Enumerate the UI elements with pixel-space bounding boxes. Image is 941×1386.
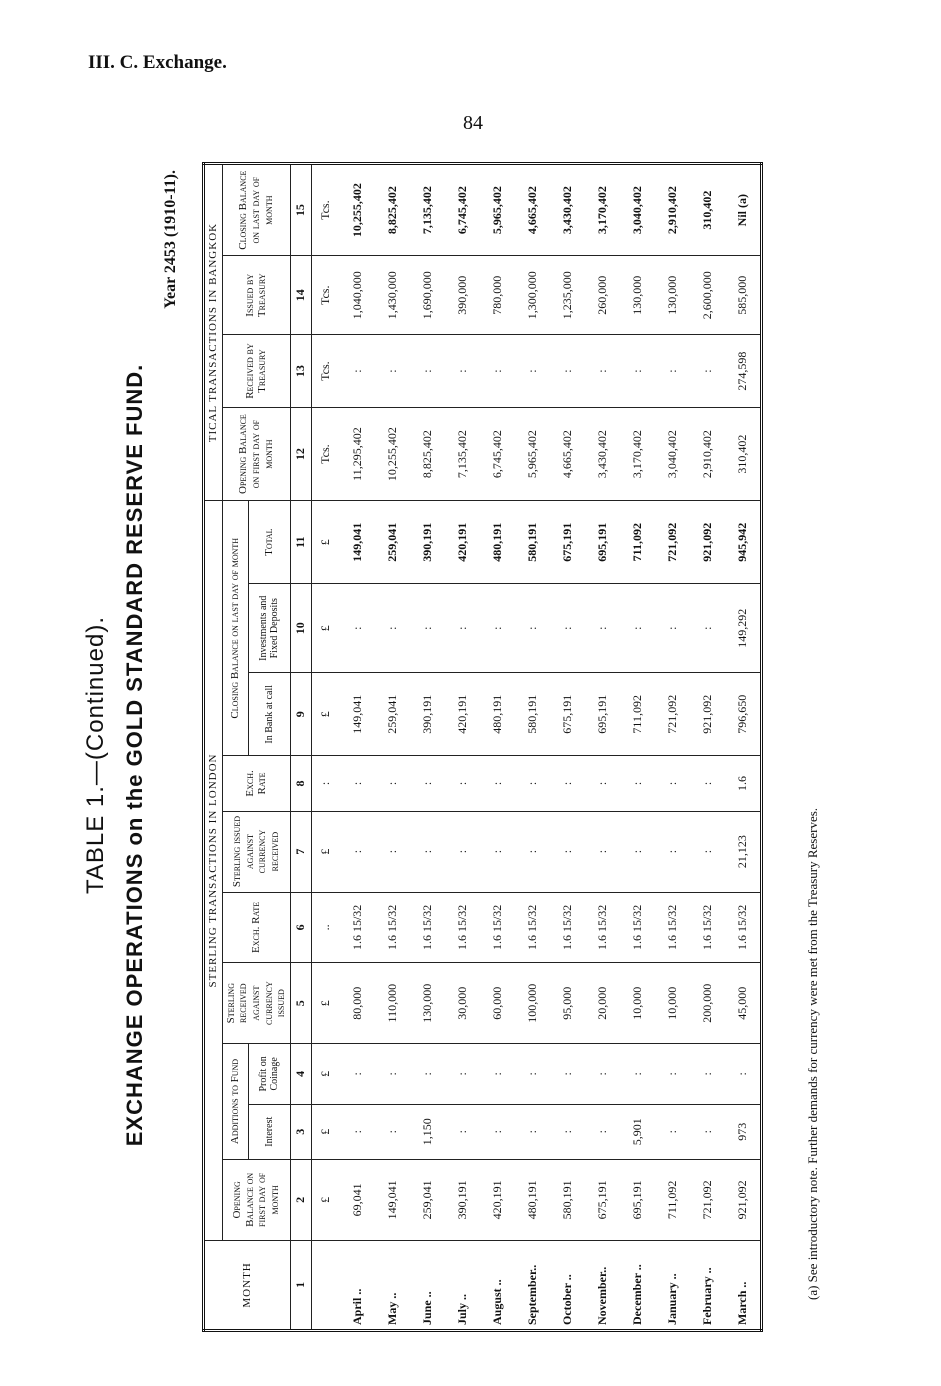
- value-cell: 6,745,402: [480, 407, 515, 500]
- value-cell: 675,191: [550, 673, 585, 756]
- value-cell: :: [620, 584, 655, 673]
- value-cell: 3,040,402: [655, 407, 690, 500]
- month-cell: April ..: [340, 1240, 375, 1330]
- month-cell: June ..: [410, 1240, 445, 1330]
- value-cell: 390,191: [410, 501, 445, 584]
- value-cell: 3,170,402: [620, 407, 655, 500]
- month-cell: November..: [585, 1240, 620, 1330]
- value-cell: :: [655, 335, 690, 408]
- tical-opening-header: Opening Balance on first day of month: [222, 407, 290, 500]
- exch-rate-2-header: Exch. Rate: [222, 756, 290, 811]
- value-cell: 110,000: [375, 963, 410, 1044]
- page-number: 84: [463, 112, 483, 134]
- month-cell: May ..: [375, 1240, 410, 1330]
- column-number: 11: [290, 501, 311, 584]
- value-cell: 45,000: [725, 963, 762, 1044]
- table-row: [340, 164, 375, 1331]
- total-header: Total: [249, 501, 291, 584]
- month-cell: October ..: [550, 1240, 585, 1330]
- column-number: 13: [290, 335, 311, 408]
- table-row: [445, 164, 480, 1331]
- column-number: 9: [290, 673, 311, 756]
- year-label: Year 2453 (1910-11).: [162, 170, 179, 309]
- column-number: 8: [290, 756, 311, 811]
- value-cell: 30,000: [445, 963, 480, 1044]
- value-cell: :: [515, 1044, 550, 1104]
- value-cell: :: [655, 756, 690, 811]
- table-row: [620, 164, 655, 1331]
- table-row: [690, 164, 725, 1331]
- closing-balance-header: Closing Balance on last day of month: [222, 501, 248, 756]
- value-cell: 149,041: [340, 501, 375, 584]
- value-cell: 11,295,402: [340, 407, 375, 500]
- month-header: MONTH: [204, 1240, 291, 1330]
- month-cell: July ..: [445, 1240, 480, 1330]
- unit-cell: £: [311, 1104, 340, 1159]
- value-cell: 945,942: [725, 501, 762, 584]
- value-cell: :: [585, 756, 620, 811]
- unit-cell: £: [311, 1044, 340, 1104]
- column-number: 7: [290, 811, 311, 892]
- value-cell: 1.6 15/32: [725, 892, 762, 963]
- value-cell: 1,040,000: [340, 256, 375, 335]
- value-cell: 711,092: [655, 1159, 690, 1240]
- value-cell: 695,191: [620, 1159, 655, 1240]
- value-cell: :: [690, 335, 725, 408]
- value-cell: 1,300,000: [515, 256, 550, 335]
- value-cell: :: [620, 756, 655, 811]
- value-cell: 10,000: [655, 963, 690, 1044]
- value-cell: 310,402: [725, 407, 762, 500]
- value-cell: 60,000: [480, 963, 515, 1044]
- column-number: 3: [290, 1104, 311, 1159]
- value-cell: 420,191: [480, 1159, 515, 1240]
- value-cell: :: [655, 1044, 690, 1104]
- table-row: [655, 164, 690, 1331]
- value-cell: 695,191: [585, 673, 620, 756]
- value-cell: 390,191: [445, 1159, 480, 1240]
- value-cell: :: [480, 335, 515, 408]
- value-cell: :: [655, 811, 690, 892]
- value-cell: :: [410, 335, 445, 408]
- value-cell: :: [620, 1044, 655, 1104]
- value-cell: 5,901: [620, 1104, 655, 1159]
- month-cell: January ..: [655, 1240, 690, 1330]
- table-subtitle: EXCHANGE OPERATIONS on the GOLD STANDARD RESERVE FUND.: [122, 363, 147, 1147]
- value-cell: :: [480, 756, 515, 811]
- value-cell: 10,000: [620, 963, 655, 1044]
- table-row: [585, 164, 620, 1331]
- unit-cell: £: [311, 811, 340, 892]
- value-cell: 480,191: [480, 501, 515, 584]
- table-row: [480, 164, 515, 1331]
- table-row: [550, 164, 585, 1331]
- value-cell: 7,135,402: [445, 407, 480, 500]
- unit-row: [311, 164, 340, 1331]
- tical-group-header: TICAL TRANSACTIONS IN BANGKOK: [204, 164, 223, 501]
- month-cell: August ..: [480, 1240, 515, 1330]
- value-cell: 130,000: [620, 256, 655, 335]
- value-cell: :: [410, 811, 445, 892]
- value-cell: :: [690, 1044, 725, 1104]
- value-cell: 675,191: [585, 1159, 620, 1240]
- value-cell: 69,041: [340, 1159, 375, 1240]
- value-cell: :: [515, 335, 550, 408]
- value-cell: 259,041: [410, 1159, 445, 1240]
- value-cell: 721,092: [655, 501, 690, 584]
- value-cell: 5,965,402: [515, 407, 550, 500]
- value-cell: :: [515, 756, 550, 811]
- value-cell: 130,000: [655, 256, 690, 335]
- investments-header: Investments and Fixed Deposits: [249, 584, 291, 673]
- value-cell: 1.6 15/32: [515, 892, 550, 963]
- value-cell: :: [375, 335, 410, 408]
- column-number: 12: [290, 407, 311, 500]
- value-cell: :: [375, 1044, 410, 1104]
- value-cell: 1.6 15/32: [340, 892, 375, 963]
- value-cell: :: [515, 811, 550, 892]
- tical-received-header: Received by Treasury: [222, 335, 290, 408]
- value-cell: 1,150: [410, 1104, 445, 1159]
- section-heading: III. C. Exchange.: [88, 52, 227, 73]
- value-cell: 8,825,402: [375, 164, 410, 256]
- value-cell: 585,000: [725, 256, 762, 335]
- rotated-table-page: [70, 150, 860, 1360]
- column-number: 2: [290, 1159, 311, 1240]
- value-cell: 259,041: [375, 501, 410, 584]
- value-cell: 711,092: [620, 501, 655, 584]
- unit-cell: Tcs.: [311, 256, 340, 335]
- value-cell: 100,000: [515, 963, 550, 1044]
- value-cell: 580,191: [515, 501, 550, 584]
- value-cell: 274,598: [725, 335, 762, 408]
- value-cell: :: [550, 756, 585, 811]
- value-cell: :: [375, 756, 410, 811]
- value-cell: 8,825,402: [410, 407, 445, 500]
- column-number: 15: [290, 164, 311, 256]
- value-cell: :: [585, 1104, 620, 1159]
- sterling-group-header: STERLING TRANSACTIONS IN LONDON: [204, 501, 223, 1241]
- in-bank-header: In Bank at call: [249, 673, 291, 756]
- value-cell: 1.6 15/32: [550, 892, 585, 963]
- tical-issued-header: Issued by Treasury: [222, 256, 290, 335]
- unit-cell: :: [311, 756, 340, 811]
- value-cell: :: [445, 756, 480, 811]
- value-cell: 580,191: [515, 673, 550, 756]
- interest-header: Interest: [249, 1104, 291, 1159]
- value-cell: 149,292: [725, 584, 762, 673]
- unit-cell: Tcs.: [311, 164, 340, 256]
- value-cell: :: [550, 1044, 585, 1104]
- value-cell: 259,041: [375, 673, 410, 756]
- column-number: 4: [290, 1044, 311, 1104]
- table-row: [725, 164, 762, 1331]
- value-cell: 721,092: [655, 673, 690, 756]
- value-cell: 420,191: [445, 501, 480, 584]
- value-cell: :: [655, 584, 690, 673]
- value-cell: 796,650: [725, 673, 762, 756]
- table-row: [515, 164, 550, 1331]
- opening-balance-header: Opening Balance on first day of month: [222, 1159, 290, 1240]
- value-cell: :: [585, 584, 620, 673]
- table-body: [311, 164, 761, 1331]
- tical-closing-header: Closing Balance on last day of month: [222, 164, 290, 256]
- value-cell: 7,135,402: [410, 164, 445, 256]
- value-cell: :: [585, 1044, 620, 1104]
- value-cell: Nil (a): [725, 164, 762, 256]
- value-cell: :: [585, 811, 620, 892]
- value-cell: :: [655, 1104, 690, 1159]
- value-cell: :: [340, 1044, 375, 1104]
- sterling-issued-header: Sterling issued against currency received: [222, 811, 290, 892]
- value-cell: :: [445, 1044, 480, 1104]
- value-cell: 921,092: [690, 501, 725, 584]
- value-cell: 5,965,402: [480, 164, 515, 256]
- value-cell: :: [480, 1104, 515, 1159]
- value-cell: 1.6 15/32: [620, 892, 655, 963]
- column-number: 6: [290, 892, 311, 963]
- column-number: 1: [290, 1240, 311, 1330]
- value-cell: 480,191: [515, 1159, 550, 1240]
- table-row: [375, 164, 410, 1331]
- value-cell: :: [550, 335, 585, 408]
- value-cell: 10,255,402: [340, 164, 375, 256]
- value-cell: :: [410, 1044, 445, 1104]
- table-row: [410, 164, 445, 1331]
- value-cell: :: [550, 1104, 585, 1159]
- value-cell: 3,430,402: [550, 164, 585, 256]
- sterling-received-header: Sterling received against currency issued: [222, 963, 290, 1044]
- value-cell: 3,040,402: [620, 164, 655, 256]
- value-cell: :: [550, 811, 585, 892]
- column-number: 10: [290, 584, 311, 673]
- value-cell: 580,191: [550, 1159, 585, 1240]
- value-cell: :: [480, 1044, 515, 1104]
- value-cell: :: [480, 584, 515, 673]
- value-cell: 711,092: [620, 673, 655, 756]
- value-cell: 200,000: [690, 963, 725, 1044]
- value-cell: :: [445, 811, 480, 892]
- value-cell: 695,191: [585, 501, 620, 584]
- value-cell: :: [690, 1104, 725, 1159]
- value-cell: :: [725, 1044, 762, 1104]
- value-cell: 149,041: [375, 1159, 410, 1240]
- value-cell: 1.6 15/32: [655, 892, 690, 963]
- month-cell: February ..: [690, 1240, 725, 1330]
- value-cell: 20,000: [585, 963, 620, 1044]
- value-cell: :: [690, 811, 725, 892]
- unit-cell: £: [311, 1159, 340, 1240]
- value-cell: 1,430,000: [375, 256, 410, 335]
- profit-header: Profit on Coinage: [249, 1044, 291, 1104]
- value-cell: 721,092: [690, 1159, 725, 1240]
- value-cell: 973: [725, 1104, 762, 1159]
- value-cell: 130,000: [410, 963, 445, 1044]
- value-cell: :: [515, 584, 550, 673]
- value-cell: 1.6 15/32: [375, 892, 410, 963]
- column-number-row: [290, 164, 311, 1331]
- value-cell: 921,092: [690, 673, 725, 756]
- value-cell: 6,745,402: [445, 164, 480, 256]
- value-cell: :: [340, 1104, 375, 1159]
- value-cell: 310,402: [690, 164, 725, 256]
- value-cell: 1.6: [725, 756, 762, 811]
- value-cell: 1.6 15/32: [445, 892, 480, 963]
- column-number: 5: [290, 963, 311, 1044]
- value-cell: 3,430,402: [585, 407, 620, 500]
- value-cell: 3,170,402: [585, 164, 620, 256]
- value-cell: :: [340, 756, 375, 811]
- value-cell: :: [340, 584, 375, 673]
- unit-cell: Tcs.: [311, 407, 340, 500]
- value-cell: :: [445, 584, 480, 673]
- value-cell: 2,910,402: [690, 407, 725, 500]
- value-cell: :: [375, 584, 410, 673]
- value-cell: 149,041: [340, 673, 375, 756]
- unit-cell: £: [311, 501, 340, 584]
- value-cell: 390,191: [410, 673, 445, 756]
- value-cell: 480,191: [480, 673, 515, 756]
- value-cell: 10,255,402: [375, 407, 410, 500]
- footnote: (a) See introductory note. Further demands for currency were met from the Treasury Reserves.: [805, 807, 820, 1300]
- value-cell: 4,665,402: [515, 164, 550, 256]
- value-cell: :: [620, 335, 655, 408]
- value-cell: 4,665,402: [550, 407, 585, 500]
- value-cell: 921,092: [725, 1159, 762, 1240]
- month-cell: March ..: [725, 1240, 762, 1330]
- value-cell: 1,235,000: [550, 256, 585, 335]
- value-cell: :: [375, 1104, 410, 1159]
- value-cell: :: [340, 811, 375, 892]
- value-cell: 1.6 15/32: [690, 892, 725, 963]
- value-cell: :: [340, 335, 375, 408]
- value-cell: 21,123: [725, 811, 762, 892]
- unit-cell: Tcs.: [311, 335, 340, 408]
- value-cell: 260,000: [585, 256, 620, 335]
- value-cell: 1.6 15/32: [585, 892, 620, 963]
- value-cell: 2,600,000: [690, 256, 725, 335]
- exch-rate-header: Exch. Rate: [222, 892, 290, 963]
- value-cell: :: [690, 584, 725, 673]
- column-number: 14: [290, 256, 311, 335]
- value-cell: 2,910,402: [655, 164, 690, 256]
- value-cell: 80,000: [340, 963, 375, 1044]
- unit-cell: ..: [311, 892, 340, 963]
- month-cell: September..: [515, 1240, 550, 1330]
- value-cell: :: [445, 1104, 480, 1159]
- unit-cell: £: [311, 584, 340, 673]
- unit-cell: [311, 1240, 340, 1330]
- value-cell: :: [375, 811, 410, 892]
- value-cell: :: [410, 584, 445, 673]
- value-cell: 675,191: [550, 501, 585, 584]
- value-cell: 780,000: [480, 256, 515, 335]
- value-cell: :: [515, 1104, 550, 1159]
- value-cell: :: [445, 335, 480, 408]
- value-cell: :: [690, 756, 725, 811]
- value-cell: :: [620, 811, 655, 892]
- month-cell: December ..: [620, 1240, 655, 1330]
- value-cell: :: [480, 811, 515, 892]
- value-cell: :: [585, 335, 620, 408]
- exchange-operations-table: [202, 162, 763, 1332]
- value-cell: 1,690,000: [410, 256, 445, 335]
- unit-cell: £: [311, 673, 340, 756]
- value-cell: 95,000: [550, 963, 585, 1044]
- table-title: TABLE 1.—(Continued).: [82, 616, 109, 895]
- value-cell: 390,000: [445, 256, 480, 335]
- additions-header: Additions to Fund: [222, 1044, 248, 1160]
- value-cell: 420,191: [445, 673, 480, 756]
- value-cell: 1.6 15/32: [480, 892, 515, 963]
- unit-cell: £: [311, 963, 340, 1044]
- value-cell: :: [410, 756, 445, 811]
- value-cell: 1.6 15/32: [410, 892, 445, 963]
- value-cell: :: [550, 584, 585, 673]
